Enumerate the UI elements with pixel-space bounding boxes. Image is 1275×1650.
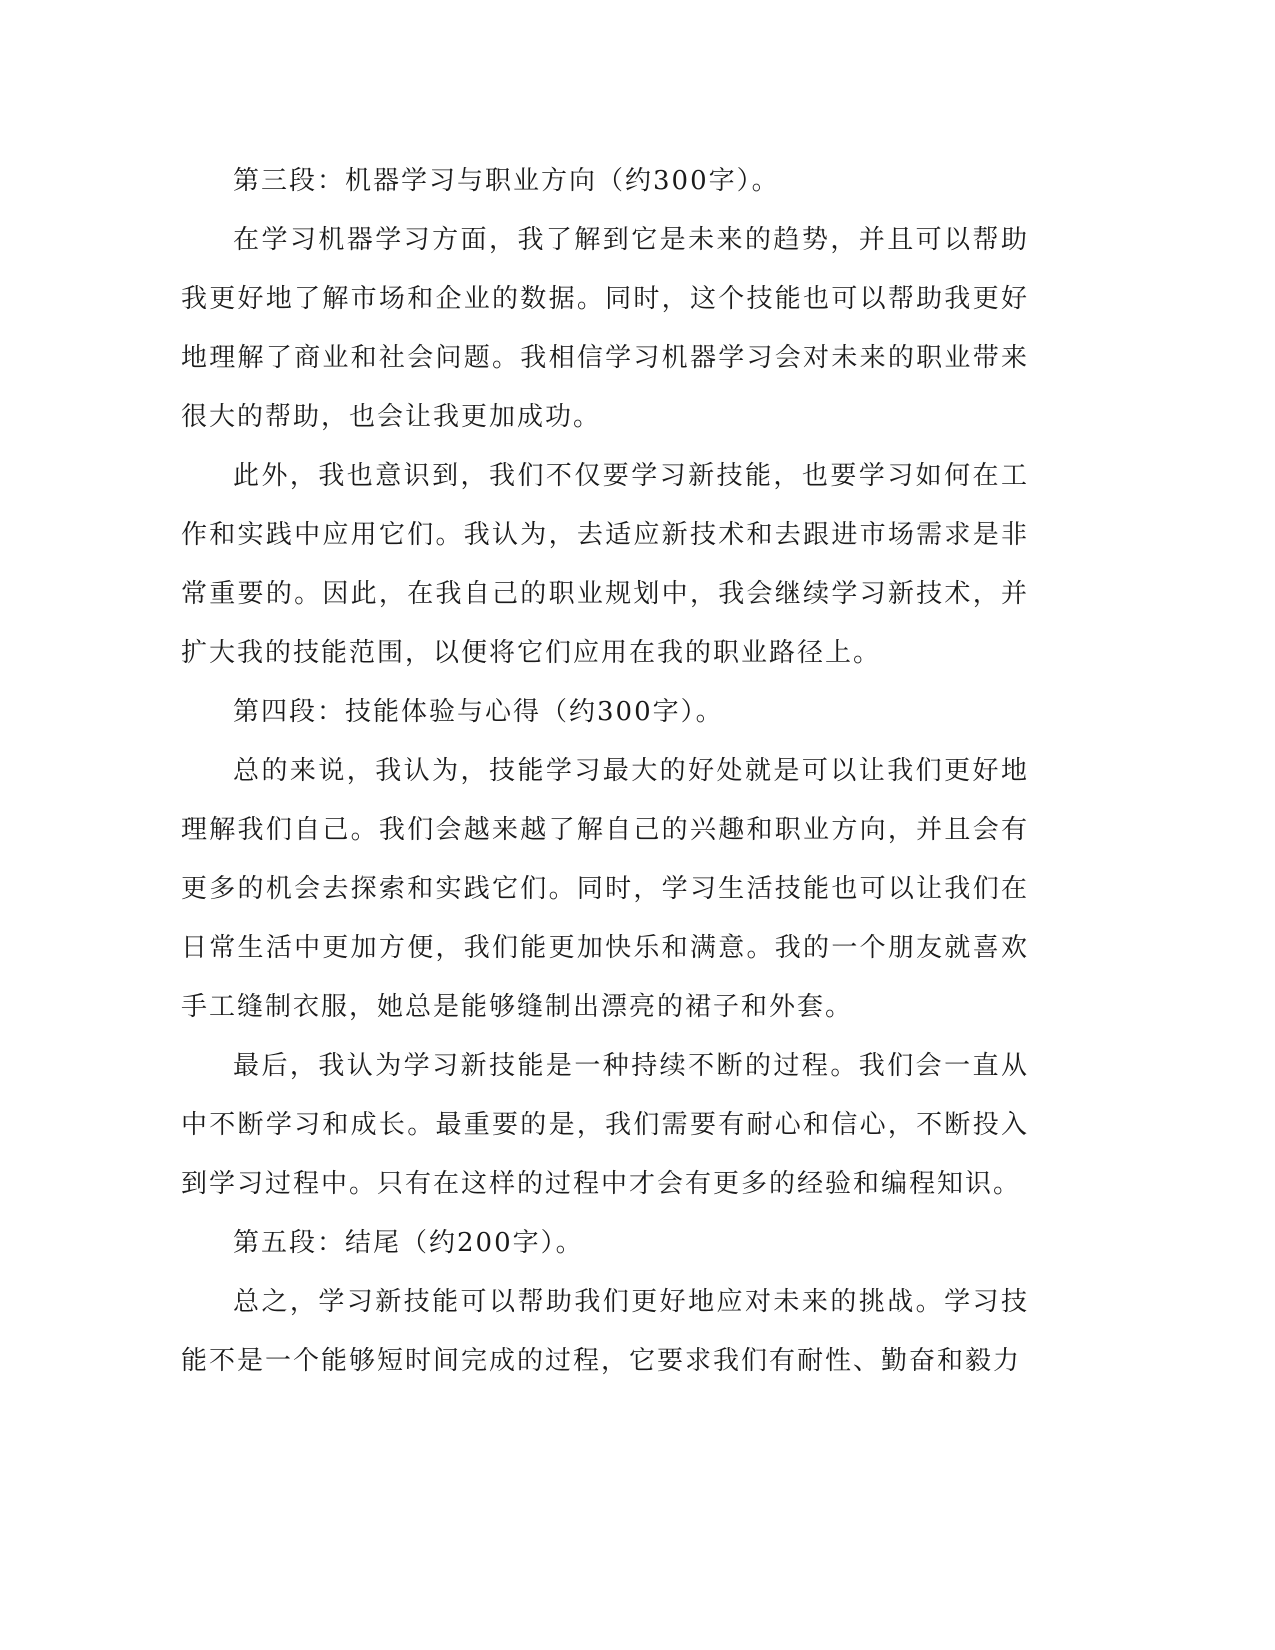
- section-heading-3: 第三段：机器学习与职业方向（约300字）。: [233, 166, 780, 196]
- section-heading-5: 第五段：结尾（约200字）。: [233, 1228, 584, 1258]
- body-paragraph: 总之，学习新技能可以帮助我们更好地应对未来的挑战。学习技能不是一个能够短时间完成的过程，它要求我们有耐性、勤奋和毅力: [181, 1287, 1029, 1376]
- document-page: [181, 152, 1029, 1391]
- body-paragraph: 在学习机器学习方面，我了解到它是未来的趋势，并且可以帮助我更好地了解市场和企业的数据。同时，这个技能也可以帮助我更好地理解了商业和社会问题。我相信学习机器学习会对未来的职业带来很大的帮助，也会让我更加成功。: [181, 225, 1029, 432]
- section-heading-4: 第四段：技能体验与心得（约300字）。: [233, 697, 724, 727]
- body-paragraph: 最后，我认为学习新技能是一种持续不断的过程。我们会一直从中不断学习和成长。最重要的是，我们需要有耐心和信心，不断投入到学习过程中。只有在这样的过程中才会有更多的经验和编程知识。: [181, 1051, 1029, 1199]
- body-paragraph: 总的来说，我认为，技能学习最大的好处就是可以让我们更好地理解我们自己。我们会越来越了解自己的兴趣和职业方向，并且会有更多的机会去探索和实践它们。同时，学习生活技能也可以让我们在日常生活中更加方便，我们能更加快乐和满意。我的一个朋友就喜欢手工缝制衣服，她总是能够缝制出漂亮的裙子和外套。: [181, 756, 1029, 1022]
- body-paragraph: 此外，我也意识到，我们不仅要学习新技能，也要学习如何在工作和实践中应用它们。我认为，去适应新技术和去跟进市场需求是非常重要的。因此，在我自己的职业规划中，我会继续学习新技术，并扩大我的技能范围，以便将它们应用在我的职业路径上。: [181, 461, 1029, 668]
